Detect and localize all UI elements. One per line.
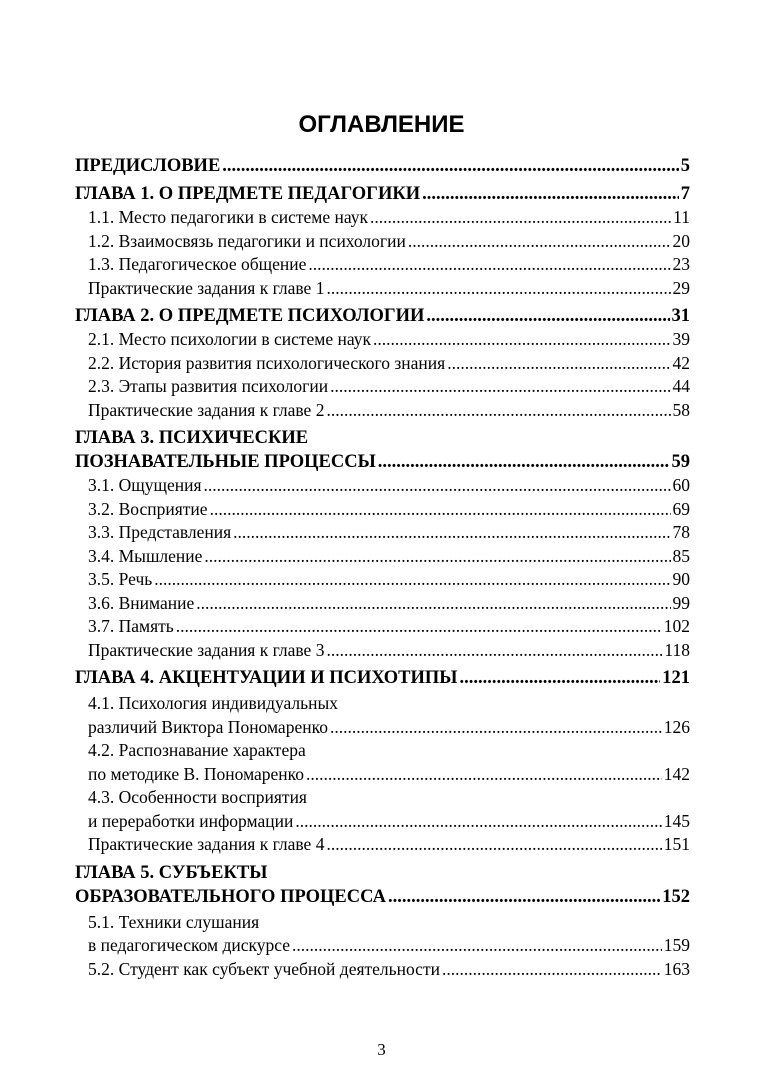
dot-leader bbox=[326, 277, 670, 301]
toc-entry-preface[interactable] bbox=[75, 154, 690, 178]
page-number: 3 bbox=[377, 1040, 386, 1059]
toc-page: 102 bbox=[663, 616, 690, 636]
toc-label: Практические задания к главе 2 bbox=[88, 399, 325, 420]
toc-page: 118 bbox=[664, 639, 690, 660]
toc-entry-chapter-2[interactable] bbox=[75, 304, 690, 328]
toc-entry-2-2[interactable] bbox=[75, 352, 690, 376]
toc-page: 121 bbox=[662, 668, 690, 688]
dot-leader bbox=[370, 206, 671, 230]
toc-entry-2-practice[interactable] bbox=[75, 399, 690, 423]
dot-leader bbox=[154, 568, 670, 592]
toc-page: 69 bbox=[672, 498, 690, 519]
toc-label: 5.2. Студент как субъект учебной деятельности bbox=[88, 958, 440, 979]
toc-entry-1-1[interactable] bbox=[75, 206, 690, 230]
toc-label: 1.3. Педагогическое общение bbox=[88, 254, 307, 274]
toc-label: ПРЕДИСЛОВИЕ bbox=[75, 156, 221, 176]
toc-page: 142 bbox=[663, 763, 690, 784]
dot-leader bbox=[330, 716, 662, 740]
toc-page: 59 bbox=[671, 452, 690, 472]
toc-page: 90 bbox=[672, 569, 690, 589]
dot-leader bbox=[373, 328, 671, 352]
toc-entry-4-1-line1[interactable]: 4.1. Психология индивидуальных bbox=[88, 693, 339, 713]
toc-page: 152 bbox=[662, 886, 690, 907]
toc-entry-4-2[interactable] bbox=[75, 763, 690, 787]
dot-leader bbox=[447, 352, 670, 376]
toc-label: и переработки информации bbox=[88, 810, 294, 831]
toc-page: 85 bbox=[672, 545, 690, 566]
toc-entry-5-2[interactable] bbox=[75, 958, 690, 982]
toc-label: в педагогическом дискурсе bbox=[88, 935, 291, 955]
toc-label: ГЛАВА 1. О ПРЕДМЕТЕ ПЕДАГОГИКИ bbox=[75, 184, 421, 204]
toc-page: 151 bbox=[663, 834, 690, 854]
toc-label: 2.2. История развития психологического знания bbox=[88, 352, 446, 373]
toc-page: 44 bbox=[672, 376, 690, 396]
toc-page: 7 bbox=[680, 184, 690, 204]
toc-page: 159 bbox=[663, 935, 690, 955]
dot-leader bbox=[204, 545, 670, 569]
dot-leader bbox=[176, 615, 662, 639]
toc-entry-chapter-3[interactable] bbox=[75, 450, 690, 474]
toc-label: 3.6. Внимание bbox=[88, 592, 195, 613]
toc-label: ГЛАВА 2. О ПРЕДМЕТЕ ПСИХОЛОГИИ bbox=[75, 306, 425, 326]
dot-leader bbox=[326, 639, 662, 663]
toc-page: 78 bbox=[672, 522, 690, 542]
toc-page: 31 bbox=[671, 306, 690, 326]
toc-label: Практические задания к главе 4 bbox=[88, 834, 325, 854]
toc-entry-chapter-5[interactable] bbox=[75, 885, 690, 909]
toc-page: 145 bbox=[663, 810, 690, 831]
dot-leader bbox=[459, 666, 660, 690]
toc-entry-5-1-line1[interactable]: 5.1. Техники слушания bbox=[88, 911, 260, 932]
toc-entry-3-1[interactable] bbox=[75, 474, 690, 498]
toc-chapter-5-line1[interactable]: ГЛАВА 5. СУБЪЕКТЫ bbox=[75, 862, 268, 883]
dot-leader bbox=[326, 833, 661, 857]
dot-leader bbox=[233, 521, 670, 545]
toc-entry-4-practice[interactable] bbox=[75, 833, 690, 857]
table-of-contents bbox=[75, 154, 690, 981]
toc-page: 126 bbox=[663, 716, 690, 737]
toc-label: 3.7. Память bbox=[88, 616, 174, 636]
dot-leader bbox=[308, 253, 670, 277]
toc-entry-1-practice[interactable] bbox=[75, 277, 690, 301]
toc-entry-3-7[interactable] bbox=[75, 615, 690, 639]
dot-leader bbox=[292, 934, 662, 958]
dot-leader bbox=[422, 182, 679, 206]
toc-entry-4-3-line1[interactable]: 4.3. Особенности восприятия bbox=[88, 787, 307, 807]
toc-label: 3.3. Представления bbox=[88, 522, 232, 542]
dot-leader bbox=[442, 958, 662, 982]
toc-label: ПОЗНАВАТЕЛЬНЫЕ ПРОЦЕССЫ bbox=[75, 452, 376, 472]
toc-page: 163 bbox=[663, 958, 690, 979]
toc-label: ОБРАЗОВАТЕЛЬНОГО ПРОЦЕССА bbox=[75, 886, 386, 907]
toc-chapter-3-line1[interactable]: ГЛАВА 3. ПСИХИЧЕСКИЕ bbox=[75, 428, 309, 448]
toc-entry-3-5[interactable] bbox=[75, 568, 690, 592]
toc-page: 60 bbox=[672, 475, 690, 495]
toc-page: 42 bbox=[672, 352, 690, 373]
toc-entry-1-3[interactable] bbox=[75, 253, 690, 277]
dot-leader bbox=[326, 399, 670, 423]
toc-page: 58 bbox=[672, 399, 690, 420]
toc-entry-chapter-1[interactable] bbox=[75, 182, 690, 206]
toc-entry-1-2[interactable] bbox=[75, 230, 690, 254]
toc-label: 1.2. Взаимосвязь педагогики и психологии bbox=[88, 230, 406, 251]
toc-label: 3.1. Ощущения bbox=[88, 475, 202, 495]
page-title: ОГЛАВЛЕНИЕ bbox=[298, 111, 465, 138]
dot-leader bbox=[204, 474, 671, 498]
toc-entry-3-practice[interactable] bbox=[75, 639, 690, 663]
toc-entry-4-3[interactable] bbox=[75, 810, 690, 834]
toc-entry-3-4[interactable] bbox=[75, 545, 690, 569]
toc-page: 99 bbox=[672, 592, 690, 613]
toc-entry-3-3[interactable] bbox=[75, 521, 690, 545]
toc-label: Практические задания к главе 3 bbox=[88, 639, 325, 660]
toc-label: 2.1. Место психологии в системе наук bbox=[88, 329, 371, 349]
dot-leader bbox=[426, 304, 669, 328]
toc-entry-3-6[interactable] bbox=[75, 592, 690, 616]
toc-page: 5 bbox=[680, 156, 690, 176]
toc-entry-4-2-line1[interactable]: 4.2. Распознавание характера bbox=[88, 740, 306, 760]
toc-entry-3-2[interactable] bbox=[75, 498, 690, 522]
dot-leader bbox=[388, 885, 660, 909]
dot-leader bbox=[196, 592, 670, 616]
toc-entry-5-1[interactable] bbox=[75, 934, 690, 958]
toc-page: 29 bbox=[672, 277, 690, 298]
toc-entry-4-1[interactable] bbox=[75, 716, 690, 740]
dot-leader bbox=[295, 810, 661, 834]
toc-label: ГЛАВА 4. АКЦЕНТУАЦИИ И ПСИХОТИПЫ bbox=[75, 668, 458, 688]
toc-entry-2-3[interactable] bbox=[75, 375, 690, 399]
dot-leader bbox=[330, 375, 670, 399]
toc-label: Практические задания к главе 1 bbox=[88, 277, 325, 298]
toc-label: 1.1. Место педагогики в системе наук bbox=[88, 207, 368, 227]
dot-leader bbox=[378, 450, 670, 474]
toc-page: 20 bbox=[672, 230, 690, 251]
toc-entry-chapter-4[interactable] bbox=[75, 666, 690, 690]
toc-entry-2-1[interactable] bbox=[75, 328, 690, 352]
toc-label: 3.4. Мышление bbox=[88, 545, 203, 566]
toc-page: 23 bbox=[672, 254, 690, 274]
toc-page: 11 bbox=[673, 207, 690, 227]
dot-leader bbox=[222, 154, 678, 178]
toc-label: по методике В. Пономаренко bbox=[88, 763, 305, 784]
toc-label: 2.3. Этапы развития психологии bbox=[88, 376, 329, 396]
dot-leader bbox=[306, 763, 662, 787]
toc-page: 39 bbox=[672, 329, 690, 349]
toc-label: различий Виктора Пономаренко bbox=[88, 716, 328, 737]
toc-label: 3.5. Речь bbox=[88, 569, 153, 589]
toc-label: 3.2. Восприятие bbox=[88, 498, 208, 519]
dot-leader bbox=[408, 230, 671, 254]
dot-leader bbox=[210, 498, 671, 522]
